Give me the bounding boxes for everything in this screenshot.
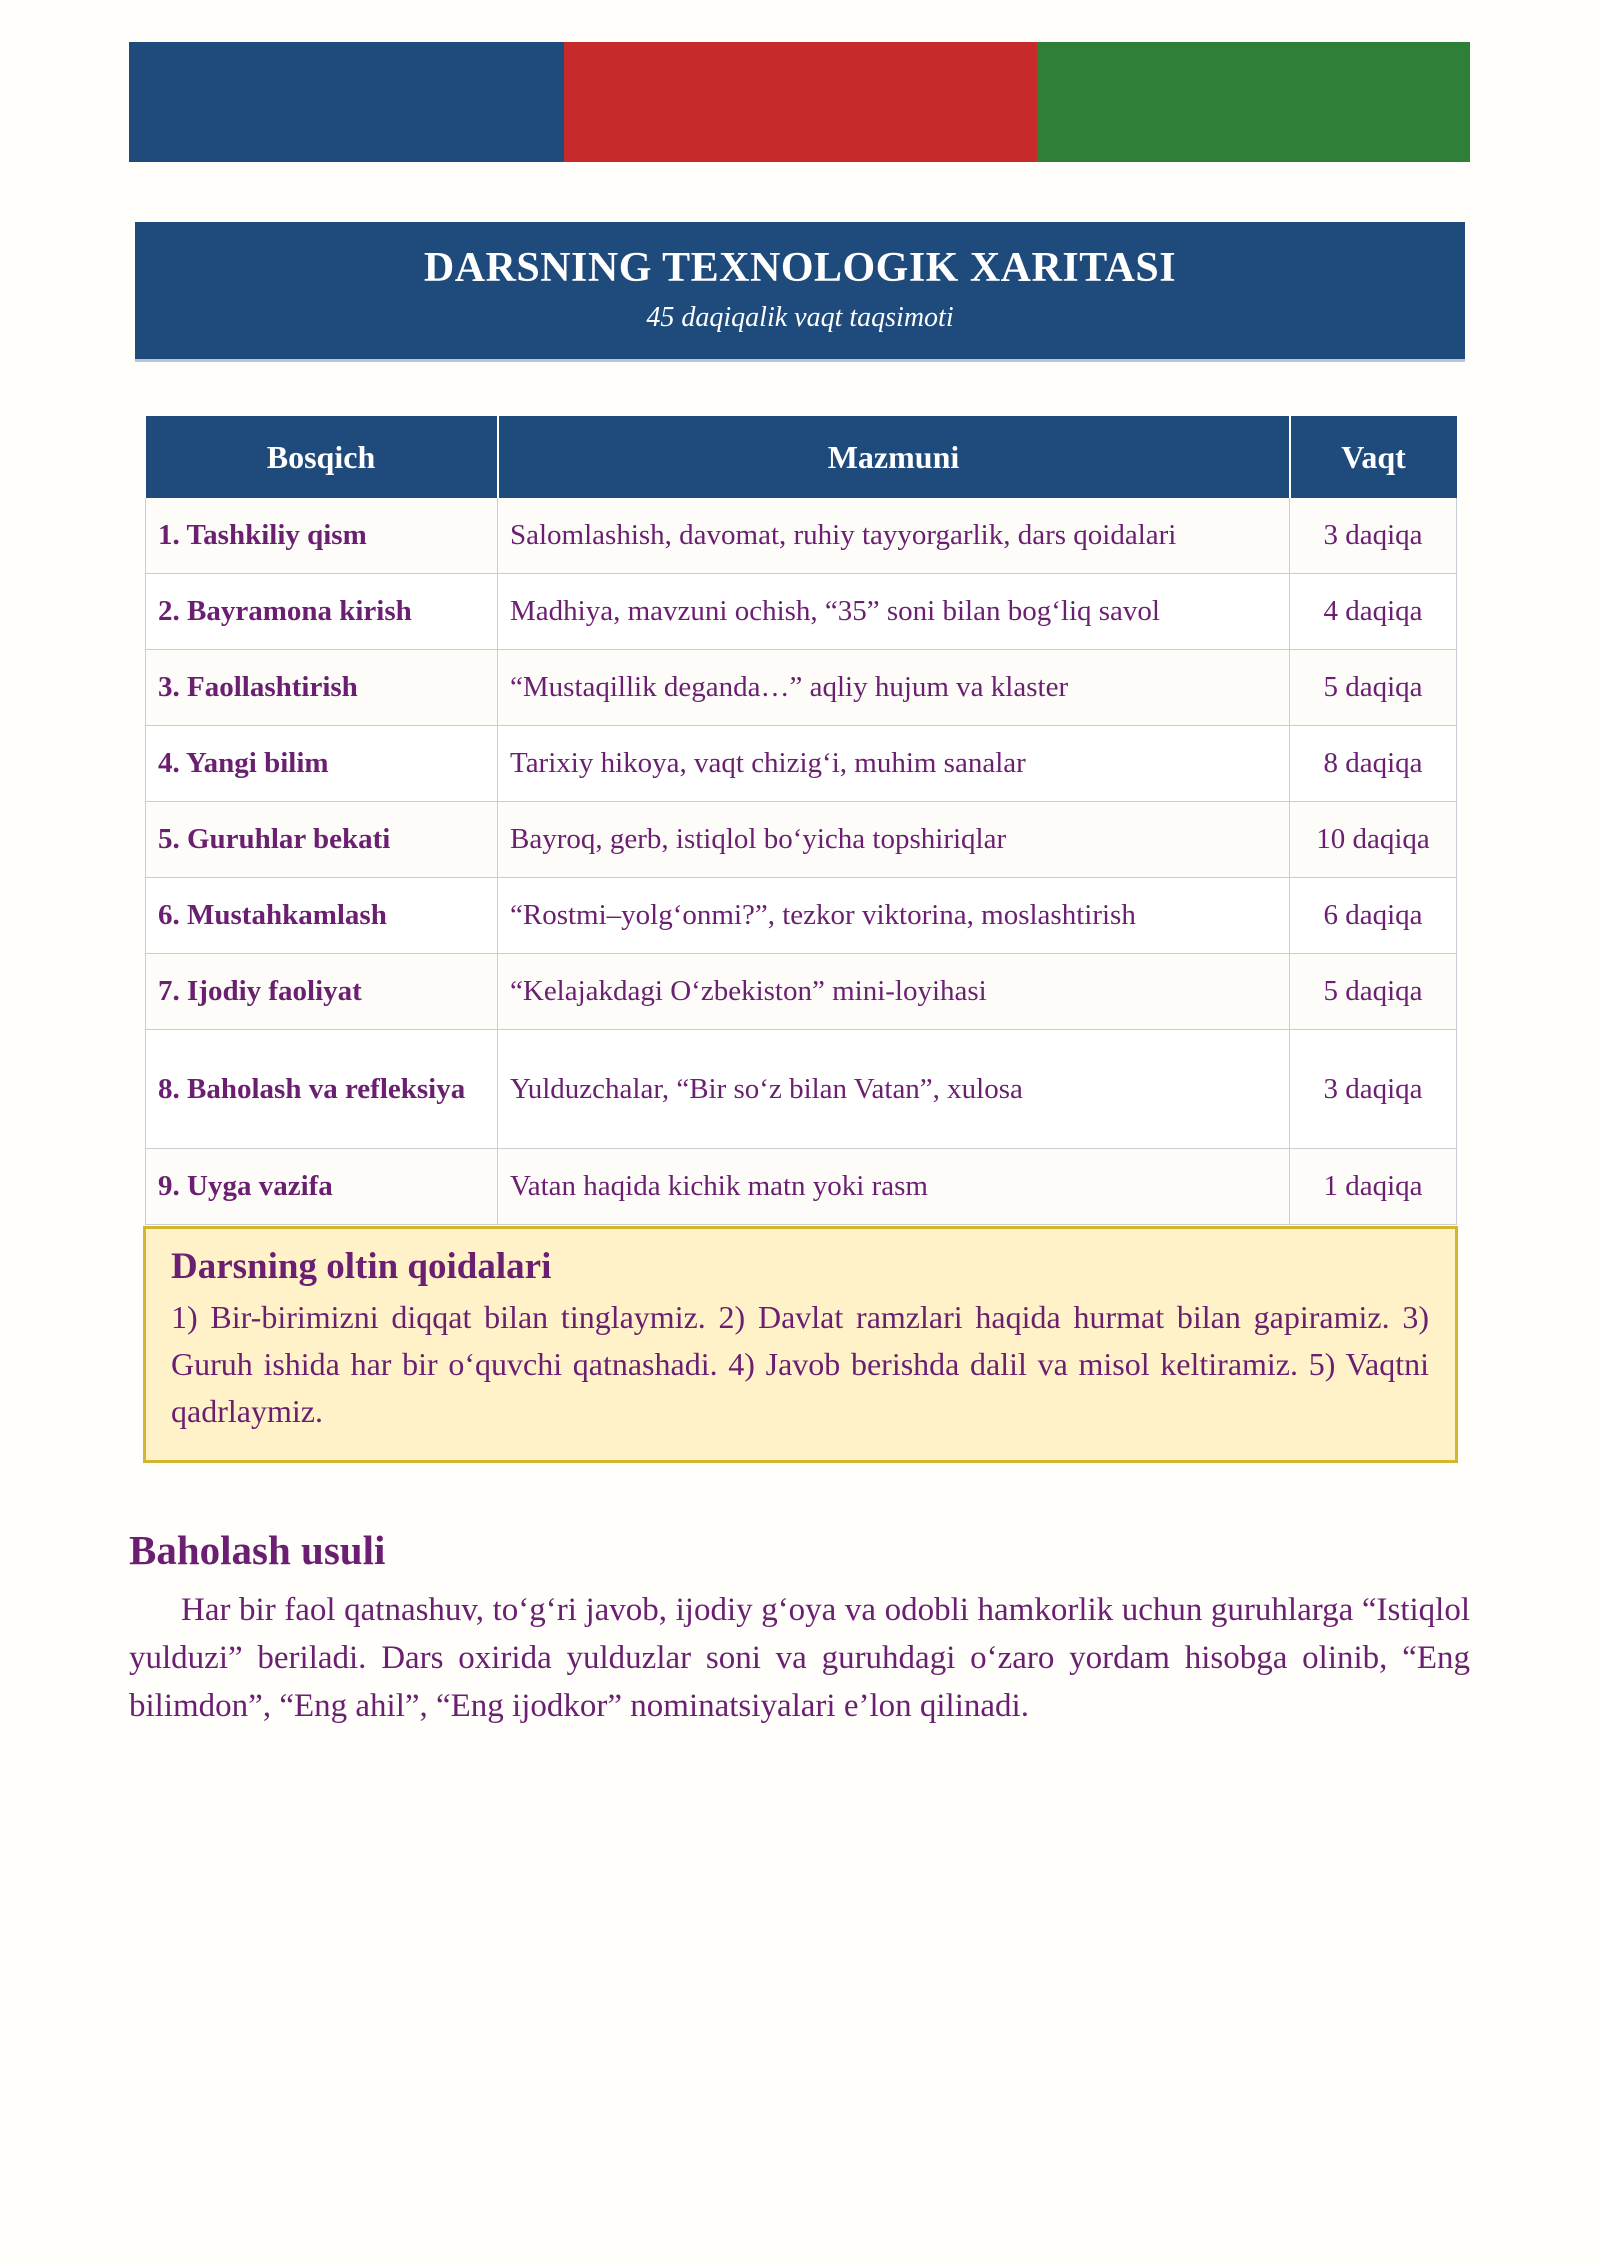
- stage-cell: 1. Tashkiliy qism: [146, 498, 498, 574]
- page-title: DARSNING TEXNOLOGIK XARITASI: [423, 245, 1177, 291]
- stage-cell: 5. Guruhlar bekati: [146, 802, 498, 878]
- table-row: [146, 650, 1457, 726]
- table-row: [146, 726, 1457, 802]
- content-cell: “Mustaqillik deganda…” aqliy hujum va klaster: [498, 650, 1290, 726]
- table-row: [146, 802, 1457, 878]
- content-cell: “Rostmi–yolg‘onmi?”, tezkor viktorina, moslashtirish: [498, 878, 1290, 954]
- time-cell: 4 daqiqa: [1290, 574, 1457, 650]
- assessment-heading: Baholash usuli: [129, 1527, 386, 1573]
- column-header-content: Mazmuni: [498, 416, 1290, 498]
- stage-cell: 8. Baholash va refleksiya: [146, 1030, 498, 1149]
- table-row: [146, 574, 1457, 650]
- stage-cell: 4. Yangi bilim: [146, 726, 498, 802]
- golden-rules-text: 1) Bir-birimizni diqqat bilan tinglaymiz. 2) Davlat ramzlari haqida hurmat bilan gapiramiz. 3) Guruh ishida har bir o‘quvchi qatnashadi. 4) Javob berishda dalil va misol keltiramiz. 5) Vaqtni qadrlaymiz.: [171, 1299, 1429, 1429]
- stage-cell: 6. Mustahkamlash: [146, 878, 498, 954]
- time-cell: 6 daqiqa: [1290, 878, 1457, 954]
- time-cell: 5 daqiqa: [1290, 954, 1457, 1030]
- content-cell: Bayroq, gerb, istiqlol bo‘yicha topshiriqlar: [498, 802, 1290, 878]
- stage-cell: 3. Faollashtirish: [146, 650, 498, 726]
- content-cell: Madhiya, mavzuni ochish, “35” soni bilan bog‘liq savol: [498, 574, 1290, 650]
- golden-rules-title: Darsning oltin qoidalari: [171, 1246, 552, 1287]
- time-cell: 10 daqiqa: [1290, 802, 1457, 878]
- column-header-stage: Bosqich: [146, 416, 498, 498]
- table-row: [146, 1149, 1457, 1225]
- content-cell: “Kelajakdagi O‘zbekiston” mini-loyihasi: [498, 954, 1290, 1030]
- table-row: [146, 1030, 1457, 1149]
- time-cell: 3 daqiqa: [1290, 498, 1457, 574]
- content-cell: Vatan haqida kichik matn yoki rasm: [498, 1149, 1290, 1225]
- table-row: [146, 954, 1457, 1030]
- flag-band: [129, 42, 1470, 162]
- lesson-plan-table: [145, 416, 1457, 1225]
- stage-cell: 9. Uyga vazifa: [146, 1149, 498, 1225]
- stage-cell: 7. Ijodiy faoliyat: [146, 954, 498, 1030]
- title-banner: [135, 222, 1465, 362]
- table-row: [146, 878, 1457, 954]
- content-cell: Tarixiy hikoya, vaqt chizig‘i, muhim sanalar: [498, 726, 1290, 802]
- time-cell: 3 daqiqa: [1290, 1030, 1457, 1149]
- table-row: [146, 498, 1457, 574]
- flag-stripe-red: [564, 42, 1037, 162]
- stage-cell: 2. Bayramona kirish: [146, 574, 498, 650]
- content-cell: Salomlashish, davomat, ruhiy tayyorgarlik, dars qoidalari: [498, 498, 1290, 574]
- column-header-time: Vaqt: [1290, 416, 1457, 498]
- time-cell: 8 daqiqa: [1290, 726, 1457, 802]
- content-cell: Yulduzchalar, “Bir so‘z bilan Vatan”, xulosa: [498, 1030, 1290, 1149]
- table-header-row: [146, 416, 1457, 498]
- flag-stripe-blue: [129, 42, 564, 162]
- page-subtitle: 45 daqiqalik vaqt taqsimoti: [646, 302, 954, 333]
- golden-rules-box: [143, 1226, 1458, 1463]
- time-cell: 5 daqiqa: [1290, 650, 1457, 726]
- time-cell: 1 daqiqa: [1290, 1149, 1457, 1225]
- flag-stripe-green: [1037, 42, 1470, 162]
- assessment-paragraph: Har bir faol qatnashuv, to‘g‘ri javob, ijodiy g‘oya va odobli hamkorlik uchun guruhlarga “Istiqlol yulduzi” beriladi. Dars oxirida yulduzlar soni va guruhdagi o‘zaro yordam hisobga olinib, “Eng bilimdon”, “Eng ahil”, “Eng ijodkor” nominatsiyalari e’lon qilinadi.: [129, 1592, 1470, 1724]
